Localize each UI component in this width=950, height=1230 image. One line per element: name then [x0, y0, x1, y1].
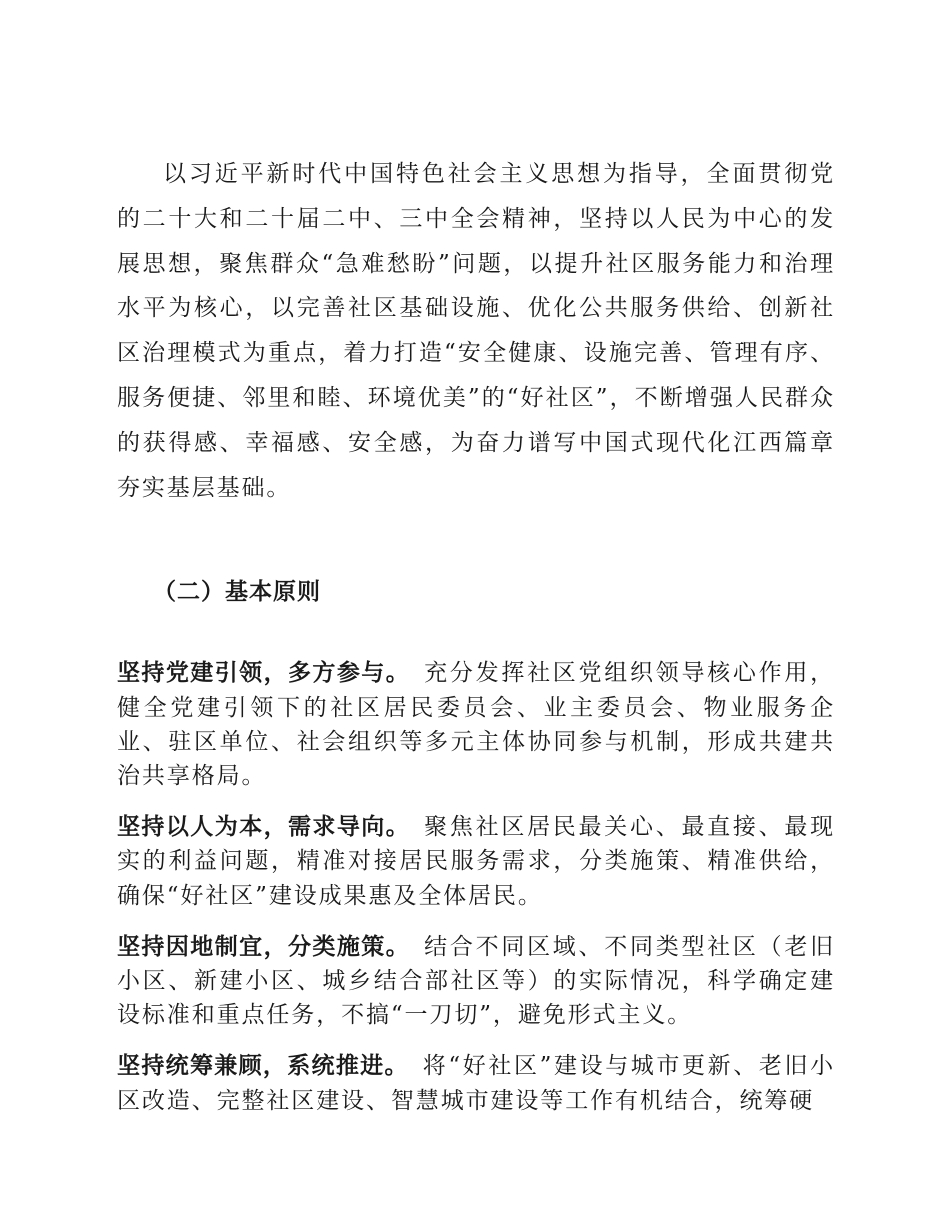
principles-list	[117, 656, 835, 1117]
principle-body: 聚焦社区居民最关心、最直接、最现实的利益问题，精准对接居民服务需求，分类施策、精准供给，确保“好社区”建设成果惠及全体居民。	[117, 814, 835, 909]
principle-title: 坚持统筹兼顾，系统推进。	[117, 1052, 409, 1080]
principle-title: 坚持因地制宜，分类施策。	[117, 932, 411, 960]
principle-party-leadership	[117, 656, 835, 793]
principle-title: 坚持党建引领，多方参与。	[117, 659, 411, 687]
principle-body: 将“好社区”建设与城市更新、老旧小区改造、完整社区建设、智慧城市建设等工作有机结合，统筹硬	[117, 1053, 835, 1114]
document-page	[117, 152, 835, 1135]
principle-body: 结合不同区域、不同类型社区（老旧小区、新建小区、城乡结合部社区等）的实际情况，科学确定建设标准和重点任务，不搞“一刀切”，避免形式主义。	[117, 933, 835, 1029]
principle-people-oriented	[117, 810, 835, 913]
principle-overall-planning	[117, 1049, 835, 1117]
principle-title: 坚持以人为本，需求导向。	[117, 813, 411, 841]
section-heading-basic-principles: （二）基本原则	[153, 578, 321, 606]
principle-local-conditions	[117, 930, 835, 1033]
principle-body: 充分发挥社区党组织领导核心作用，健全党建引领下的社区居民委员会、业主委员会、物业服务企业、驻区单位、社会组织等多元主体协同参与机制，形成共建共治共享格局。	[117, 660, 835, 789]
guiding-ideology-paragraph: 以习近平新时代中国特色社会主义思想为指导，全面贯彻党的二十大和二十届二中、三中全会精神，坚持以人民为中心的发展思想，聚焦群众“急难愁盼”问题，以提升社区服务能力和治理水平为核心，以完善社区基础设施、优化公共服务供给、创新社区治理模式为重点，着力打造“安全健康、设施完善、管理有序、服务便捷、邻里和睦、环境优美”的“好社区”，不断增强人民群众的获得感、幸福感、安全感，为奋力谱写中国式现代化江西篇章夯实基层基础。	[117, 161, 835, 501]
